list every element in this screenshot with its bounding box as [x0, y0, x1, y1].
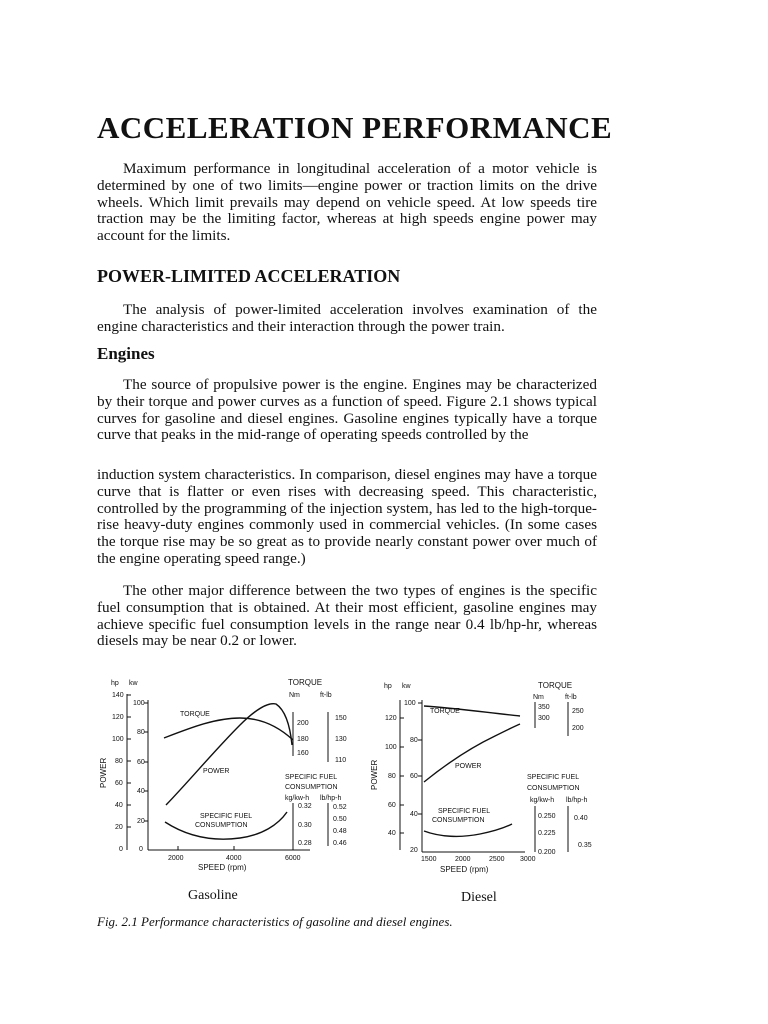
gas-x-tick: 2000 — [168, 855, 184, 862]
dsl-x-tick: 1500 — [421, 856, 437, 863]
gas-torque-ftlb-tick: 150 — [335, 715, 347, 722]
dsl-sfc-kg-tick: 0.250 — [538, 813, 556, 820]
gas-sub-caption: Gasoline — [188, 888, 238, 903]
gas-torque-nm-tick: 200 — [297, 720, 309, 727]
section-paragraph — [97, 302, 597, 336]
dsl-sfc-lb-tick: 0.35 — [578, 842, 592, 849]
dsl-x-tick: 3000 — [520, 856, 536, 863]
dsl-curve-torque-label: TORQUE — [430, 708, 460, 715]
gas-torque-nm-tick: 160 — [297, 750, 309, 757]
dsl-torque-unit-ftlb: ft-lb — [565, 694, 577, 701]
gas-kw-ticks — [133, 700, 148, 853]
gas-sfc-title-2: CONSUMPTION — [285, 784, 338, 791]
dsl-x-label: SPEED (rpm) — [440, 865, 489, 874]
gas-sfc-unit-kg: kg/kw-h — [285, 795, 310, 802]
figure-caption: Fig. 2.1 Performance characteristics of gasoline and diesel engines. — [97, 914, 453, 929]
gas-hp-ticks — [112, 692, 131, 853]
dsl-hp-tick: 40 — [388, 830, 396, 837]
dsl-sfc-title-2: CONSUMPTION — [527, 785, 580, 792]
engines-text-1: The source of propulsive power is the engine. Engines may be characterized by their torque and power curves as a function of speed. Figure 2.1 shows typical curves for gasoline and diesel engines. Gasoline engines typically have a torque curve that peaks in the mid-range of operating speeds controlled by the — [97, 376, 597, 444]
dsl-kw-tick: 100 — [404, 700, 416, 707]
gas-curve-power-label: POWER — [203, 768, 230, 775]
dsl-hp-tick: 20 — [410, 847, 418, 854]
gas-curve-torque-label: TORQUE — [180, 711, 210, 718]
page-title: ACCELERATION PERFORMANCE — [97, 110, 613, 145]
engines-paragraph-3 — [97, 583, 597, 650]
dsl-curve-sfc-label-2: CONSUMPTION — [432, 817, 485, 824]
dsl-sub-caption: Diesel — [461, 890, 497, 905]
dsl-sfc-unit-kg: kg/kw-h — [530, 797, 555, 804]
gas-hp-tick: 80 — [115, 758, 123, 765]
dsl-kw-tick: 60 — [410, 773, 418, 780]
gas-hp-tick: 120 — [112, 714, 124, 721]
dsl-kw-tick: 80 — [410, 737, 418, 744]
dsl-x-tick: 2500 — [489, 856, 505, 863]
figure-2-1 — [0, 670, 768, 910]
gas-sfc-title-1: SPECIFIC FUEL — [285, 774, 338, 781]
gas-torque-title: TORQUE — [288, 678, 323, 687]
dsl-torque-nm-tick: 350 — [538, 704, 550, 711]
gas-power-axis-label: POWER — [99, 757, 108, 788]
gas-sfc-kg-tick: 0.30 — [298, 822, 312, 829]
gas-hp-tick: 60 — [115, 780, 123, 787]
dsl-kw-label: kw — [402, 683, 411, 690]
dsl-torque-ftlb-tick: 250 — [572, 708, 584, 715]
gas-hp-tick: 40 — [115, 802, 123, 809]
dsl-kw-tick: 40 — [410, 811, 418, 818]
dsl-curve-power-label: POWER — [455, 763, 482, 770]
dsl-sfc-unit-lb: lb/hp-h — [566, 797, 588, 804]
dsl-hp-tick: 120 — [385, 715, 397, 722]
gas-torque-unit-nm: Nm — [289, 692, 300, 699]
dsl-power-axis-label: POWER — [370, 759, 379, 790]
subsection-heading: Engines — [97, 344, 155, 363]
gasoline-panel — [99, 678, 347, 903]
dsl-hp-ticks — [385, 715, 418, 854]
dsl-kw-ticks — [404, 700, 422, 818]
engines-paragraph-2 — [97, 467, 597, 568]
gas-torque-nm-tick: 180 — [297, 736, 309, 743]
gas-hp-tick: 140 — [112, 692, 124, 699]
gas-kw-tick: 40 — [137, 788, 145, 795]
gas-sfc-lb-tick: 0.50 — [333, 816, 347, 823]
gas-sfc-kg-tick: 0.32 — [298, 803, 312, 810]
gas-sfc-unit-lb: lb/hp-h — [320, 795, 342, 802]
gas-x-label: SPEED (rpm) — [198, 863, 247, 872]
gas-sfc-lb-tick: 0.52 — [333, 804, 347, 811]
engines-text-3: The other major difference between the two types of engines is the specific fuel consumption that is obtained. At their most efficient, gasoline engines may achieve specific fuel consumption levels in the range near 0.4 lb/hp-hr, whereas diesels may be near 0.2 or lower. — [97, 582, 597, 650]
diesel-panel — [370, 681, 592, 905]
gas-sfc-kg-tick: 0.28 — [298, 840, 312, 847]
intro-paragraph — [97, 161, 597, 245]
gas-kw-tick: 0 — [139, 846, 143, 853]
dsl-sfc-kg-tick: 0.200 — [538, 849, 556, 856]
gas-curve-sfc-label-2: CONSUMPTION — [195, 822, 248, 829]
dsl-hp-tick: 100 — [385, 744, 397, 751]
section-text: The analysis of power-limited acceleration involves examination of the engine characteristics and their interaction through the power train. — [97, 301, 597, 335]
gas-sfc-lb-tick: 0.46 — [333, 840, 347, 847]
gas-torque-ftlb-tick: 110 — [335, 757, 347, 764]
dsl-hp-tick: 60 — [388, 802, 396, 809]
dsl-torque-title: TORQUE — [538, 681, 573, 690]
gas-sfc-lb-tick: 0.48 — [333, 828, 347, 835]
gas-hp-label: hp — [111, 680, 119, 687]
dsl-power-curve — [424, 724, 520, 782]
gas-kw-tick: 100 — [133, 700, 145, 707]
section-heading: POWER-LIMITED ACCELERATION — [97, 266, 401, 286]
gas-torque-ftlb-tick: 130 — [335, 736, 347, 743]
gas-x-tick: 4000 — [226, 855, 242, 862]
gas-hp-tick: 100 — [112, 736, 124, 743]
gas-curve-sfc-label-1: SPECIFIC FUEL — [200, 813, 253, 820]
gas-kw-tick: 80 — [137, 729, 145, 736]
dsl-sfc-kg-tick: 0.225 — [538, 830, 556, 837]
gas-kw-tick: 20 — [137, 818, 145, 825]
dsl-torque-nm-tick: 300 — [538, 715, 550, 722]
gas-torque-unit-ftlb: ft-lb — [320, 692, 332, 699]
gas-kw-tick: 60 — [137, 759, 145, 766]
gas-hp-tick: 20 — [115, 824, 123, 831]
dsl-hp-label: hp — [384, 683, 392, 690]
gas-kw-label: kw — [129, 680, 138, 687]
dsl-torque-ftlb-tick: 200 — [572, 725, 584, 732]
gas-x-tick: 6000 — [285, 855, 301, 862]
dsl-sfc-lb-tick: 0.40 — [574, 815, 588, 822]
dsl-sfc-title-1: SPECIFIC FUEL — [527, 774, 580, 781]
dsl-x-tick: 2000 — [455, 856, 471, 863]
dsl-torque-unit-nm: Nm — [533, 694, 544, 701]
intro-text: Maximum performance in longitudinal acceleration of a motor vehicle is determined by one of two limits—engine power or traction limits on the drive wheels. Which limit prevails may depend on vehicle speed. At low speeds tire traction may be the limiting factor, whereas at high speeds engine power may account for the limits. — [97, 160, 597, 245]
gas-hp-tick: 0 — [119, 846, 123, 853]
engines-text-2: induction system characteristics. In comparison, diesel engines may have a torque curve that is flatter or even rises with decreasing speed. This characteristic, controlled by the programming of the injection system, has led to the high-torque-rise heavy-duty engines commonly used in commercial vehicles. (In some cases the torque rise may be so great as to provide nearly constant power over much of the engine operating speed range.) — [97, 466, 597, 567]
dsl-sfc-curve — [424, 824, 512, 836]
dsl-curve-sfc-label-1: SPECIFIC FUEL — [438, 808, 491, 815]
dsl-hp-tick: 80 — [388, 773, 396, 780]
engines-paragraph-1 — [97, 377, 597, 444]
